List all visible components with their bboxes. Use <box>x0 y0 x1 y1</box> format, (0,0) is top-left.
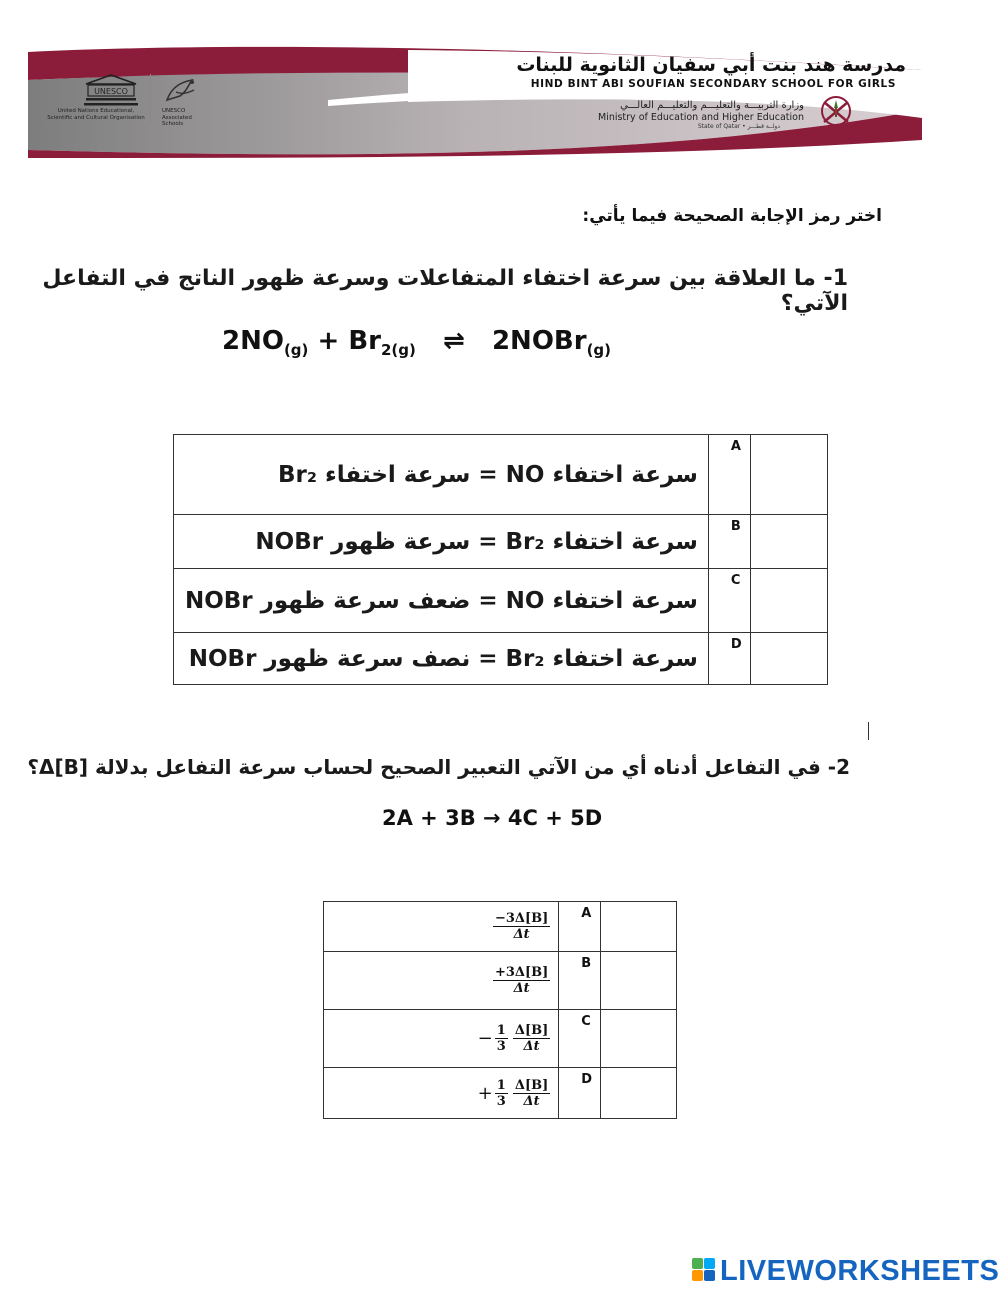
option-b-answer-box[interactable] <box>750 515 827 569</box>
question-2-options-table <box>323 901 677 1119</box>
option-c-fraction: $\frac{\Delta[B]}{\Delta t}$ <box>514 1023 549 1054</box>
option-c-expression: − $\frac{1}{3}$ $\frac{\Delta[B]}{\Delta t}$ <box>324 1010 559 1068</box>
option-row-d <box>324 1068 677 1119</box>
option-c-answer-box[interactable] <box>600 1010 676 1068</box>
option-a-letter: A <box>708 435 750 515</box>
option-d-answer-box[interactable] <box>750 633 827 685</box>
option-row-b <box>324 952 677 1010</box>
option-d-letter: D <box>708 633 750 685</box>
question-1-options-table <box>173 434 828 685</box>
school-name-english: HIND BINT ABI SOUFIAN SECONDARY SCHOOL FOR GIRLS <box>530 78 896 90</box>
option-a-letter: A <box>559 902 601 952</box>
option-a-expression <box>324 902 559 952</box>
option-c-coefficient: $\frac{1}{3}$ <box>496 1023 506 1054</box>
option-d-answer-box[interactable] <box>600 1068 676 1119</box>
option-a-answer-box[interactable] <box>600 902 676 952</box>
option-b-fraction: $\frac{+3\Delta[B]}{\Delta t}$ <box>494 965 549 996</box>
unesco-caption: United Nations Educational, Scientific and Cultural Organisation <box>47 108 145 121</box>
option-b-letter: B <box>708 515 750 569</box>
option-d-coefficient: $\frac{1}{3}$ <box>496 1077 506 1109</box>
option-b-letter: B <box>559 952 601 1010</box>
option-row-c <box>324 1010 677 1068</box>
option-a-text: سرعة اختفاء NO = سرعة اختفاء Br₂ <box>174 435 709 515</box>
option-d-fraction: $\frac{\Delta[B]}{\Delta t}$ <box>514 1077 549 1109</box>
text-cursor-mark <box>868 722 869 740</box>
ministry-name-english: Ministry of Education and Higher Education <box>597 112 804 123</box>
question-1-text: 1- ما العلاقة بين سرعة اختفاء المتفاعلات وسرعة ظهور الناتج في التفاعل الآتي؟ <box>42 266 848 316</box>
option-row-a <box>174 435 828 515</box>
option-c-letter: C <box>559 1010 601 1068</box>
question-1-equation: $2NO_{(g)} + Br_{2(g)}$ ⇌ 2NOBr$_{(g)}$ <box>222 326 612 360</box>
option-row-d <box>174 633 828 685</box>
liveworksheets-brand[interactable]: LIVEWORKSHEETS <box>720 1255 1000 1287</box>
option-c-letter: C <box>708 569 750 633</box>
unesco-temple-icon <box>82 74 140 108</box>
unesco-associated-caption: UNESCO Associated Schools <box>162 108 192 127</box>
option-b-expression <box>324 952 559 1010</box>
option-d-text: سرعة اختفاء Br₂ = نصف سرعة ظهور NOBr <box>174 633 709 685</box>
ministry-name-arabic: وزارة التربيـــة والتعليـــم والتعليـــم العالـــي <box>620 100 804 111</box>
instruction-text: اختر رمز الإجابة الصحيحة فيما يأتي: <box>582 206 882 226</box>
question-2-text: 2- في التفاعل أدناه أي من الآتي التعبير الصحيح لحساب سرعة التفاعل بدلالة Δ[B]؟ <box>27 755 850 779</box>
liveworksheets-logo-icon <box>692 1258 716 1282</box>
unesco-logo-text: UNESCO <box>94 87 128 96</box>
option-b-answer-box[interactable] <box>600 952 676 1010</box>
option-a-fraction: $\frac{-3\Delta[B]}{\Delta t}$ <box>494 911 549 942</box>
option-d-letter: D <box>559 1068 601 1119</box>
unesco-associated-schools-icon <box>162 76 202 106</box>
option-row-c <box>174 569 828 633</box>
option-row-b <box>174 515 828 569</box>
option-c-answer-box[interactable] <box>750 569 827 633</box>
school-name-arabic: مدرسة هند بنت أبي سفيان الثانوية للبنات <box>516 54 906 76</box>
option-row-a <box>324 902 677 952</box>
qatar-emblem-icon <box>814 94 858 128</box>
option-a-answer-box[interactable] <box>750 435 827 515</box>
ministry-state: State of Qatar • دولــة قطـــر <box>697 123 780 130</box>
logo-divider <box>150 74 151 124</box>
option-b-text: سرعة اختفاء Br₂ = سرعة ظهور NOBr <box>174 515 709 569</box>
question-2-equation: 2A + 3B → 4C + 5D <box>382 806 603 830</box>
option-c-text: سرعة اختفاء NO = ضعف سرعة ظهور NOBr <box>174 569 709 633</box>
option-d-expression: + $\frac{1}{3}$ $\frac{\Delta[B]}{\Delta t}$ <box>324 1068 559 1119</box>
